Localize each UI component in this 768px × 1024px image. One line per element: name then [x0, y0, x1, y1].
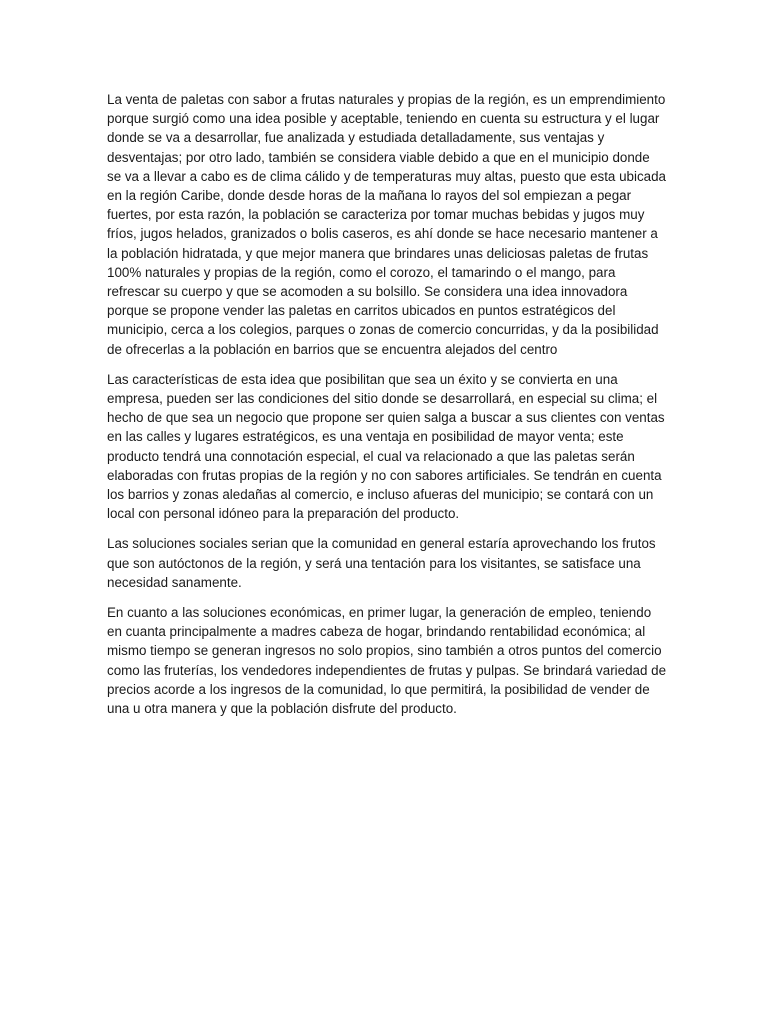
document-body [107, 90, 667, 718]
paragraph-soluciones-economicas: En cuanto a las soluciones económicas, en primer lugar, la generación de empleo, teniendo en cuanta principalmente a madres cabeza de hogar, brindando rentabilidad económica; al mismo tiempo se generan ingresos no solo propios, sino también a otros puntos del comercio como las fruterías, los vendedores independientes de frutas y pulpas. Se brindará variedad de precios acorde a los ingresos de la comunidad, lo que permitirá, la posibilidad de vender de una u otra manera y que la población disfrute del producto. [107, 605, 667, 717]
paragraph-emprendimiento: La venta de paletas con sabor a frutas naturales y propias de la región, es un emprendimiento porque surgió como una idea posible y aceptable, teniendo en cuenta su estructura y el lugar donde se va a desarrollar, fue analizada y estudiada detalladamente, sus ventajas y desventajas; por otro lado, también se considera viable debido a que en el municipio donde se va a llevar a cabo es de clima cálido y de temperaturas muy altas, puesto que esta ubicada en la región Caribe, donde desde horas de la mañana lo rayos del sol empiezan a pegar fuertes, por esta razón, la población se caracteriza por tomar muchas bebidas y jugos muy fríos, jugos helados, granizados o bolis caseros, es ahí donde se hace necesario mantener a la población hidratada, y que mejor manera que brindares unas deliciosas paletas de frutas 100% naturales y propias de la región, como el corozo, el tamarindo o el mango, para refrescar su cuerpo y que se acomoden a su bolsillo. Se considera una idea innovadora porque se propone vender las paletas en carritos ubicados en puntos estratégicos del municipio, cerca a los colegios, parques o zonas de comercio concurridas, y da la posibilidad de ofrecerlas a la población en barrios que se encuentra alejados del centro [107, 92, 667, 357]
paragraph-soluciones-sociales: Las soluciones sociales serian que la comunidad en general estaría aprovechando los frutos que son autóctonos de la región, y será una tentación para los visitantes, se satisface una necesidad sanamente. [107, 536, 656, 590]
paragraph-caracteristicas: Las características de esta idea que posibilitan que sea un éxito y se convierta en una empresa, pueden ser las condiciones del sitio donde se desarrollará, en especial su clima; el hecho de que sea un negocio que propone ser quien salga a buscar a sus clientes con ventas en las calles y lugares estratégicos, es una ventaja en posibilidad de mayor venta; este producto tendrá una connotación especial, el cual va relacionado a que las paletas serán elaboradas con frutas propias de la región y no con sabores artificiales. Se tendrán en cuenta los barrios y zonas aledañas al comercio, e incluso afueras del municipio; se contará con un local con personal idóneo para la preparación del producto. [107, 371, 665, 522]
